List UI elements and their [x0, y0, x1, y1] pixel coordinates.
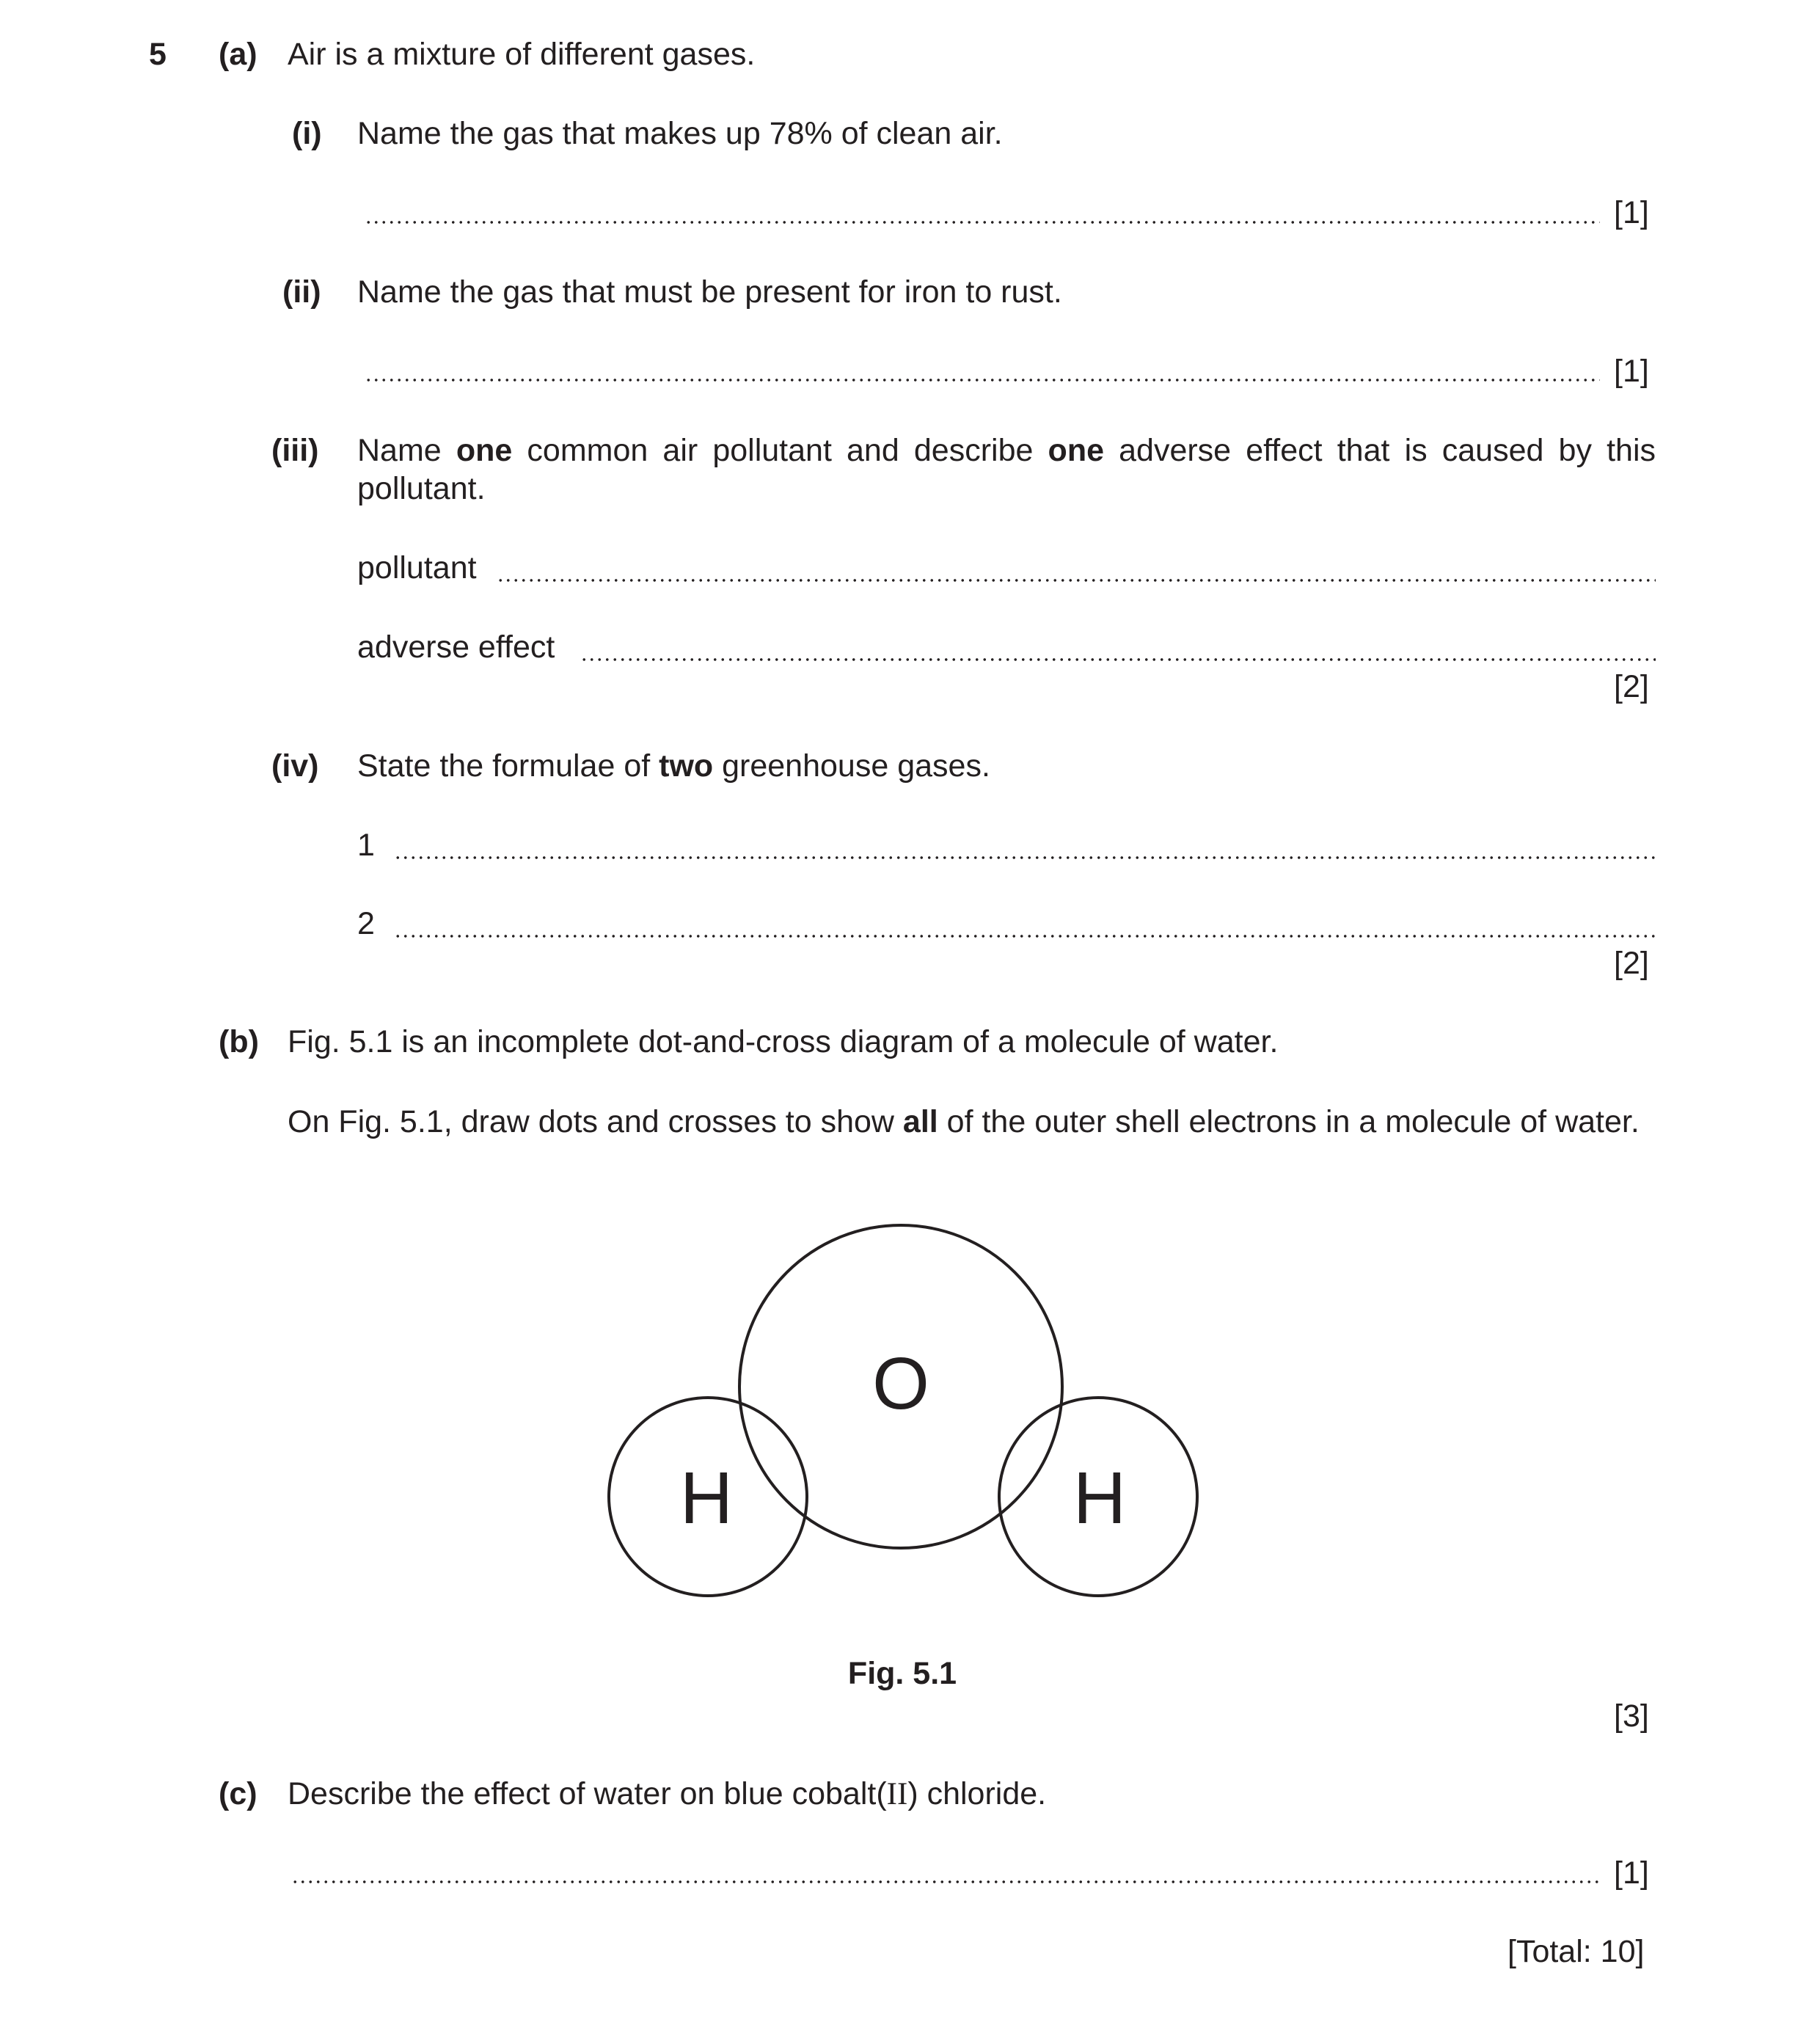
part-a-label: (a) [219, 37, 257, 72]
part-b-instruction: On Fig. 5.1, draw dots and crosses to show all of the outer shell electrons in a molecule of water. [288, 1104, 1640, 1139]
gas-line-1-label: 1 [357, 828, 375, 863]
hydrogen-symbol-left: H [679, 1457, 734, 1539]
part-a-iii-text: Name one common air pollutant and describe one adverse effect that is caused by this pollutant. [357, 433, 1656, 506]
total-marks: [Total: 10] [1507, 1934, 1645, 1969]
figure-caption: Fig. 5.1 [847, 1656, 957, 1691]
gas-line-2-label: 2 [357, 906, 375, 941]
part-c-label: (c) [219, 1776, 257, 1811]
adverse-effect-label: adverse effect [357, 629, 555, 665]
marks-a-ii: [1] [1614, 354, 1649, 389]
part-b-stem: Fig. 5.1 is an incomplete dot-and-cross diagram of a molecule of water. [288, 1024, 1279, 1059]
question-number: 5 [149, 37, 167, 72]
marks-a-iii: [2] [1614, 669, 1649, 704]
part-a-stem: Air is a mixture of different gases. [288, 37, 756, 72]
part-a-i-label: (i) [292, 116, 322, 151]
marks-a-i: [1] [1614, 195, 1649, 230]
marks-a-iv: [2] [1614, 946, 1649, 981]
part-a-iv-text: State the formulae of two greenhouse gases. [357, 748, 990, 784]
marks-b: [3] [1614, 1698, 1649, 1734]
part-a-i-text: Name the gas that makes up 78% of clean air. [357, 116, 1003, 151]
part-a-ii-label: (ii) [282, 274, 321, 310]
part-a-iii-label: (iii) [271, 433, 319, 468]
part-a-ii-text: Name the gas that must be present for iron to rust. [357, 274, 1062, 310]
pollutant-label: pollutant [357, 550, 477, 585]
marks-c: [1] [1614, 1855, 1649, 1891]
part-c-text: Describe the effect of water on blue cobalt(II) chloride. [288, 1776, 1047, 1811]
hydrogen-symbol-right: H [1072, 1457, 1127, 1539]
part-a-iv-label: (iv) [271, 748, 319, 784]
answer-line-c[interactable] [291, 1880, 1600, 1884]
part-b-label: (b) [219, 1024, 259, 1059]
oxygen-symbol: O [872, 1343, 929, 1425]
